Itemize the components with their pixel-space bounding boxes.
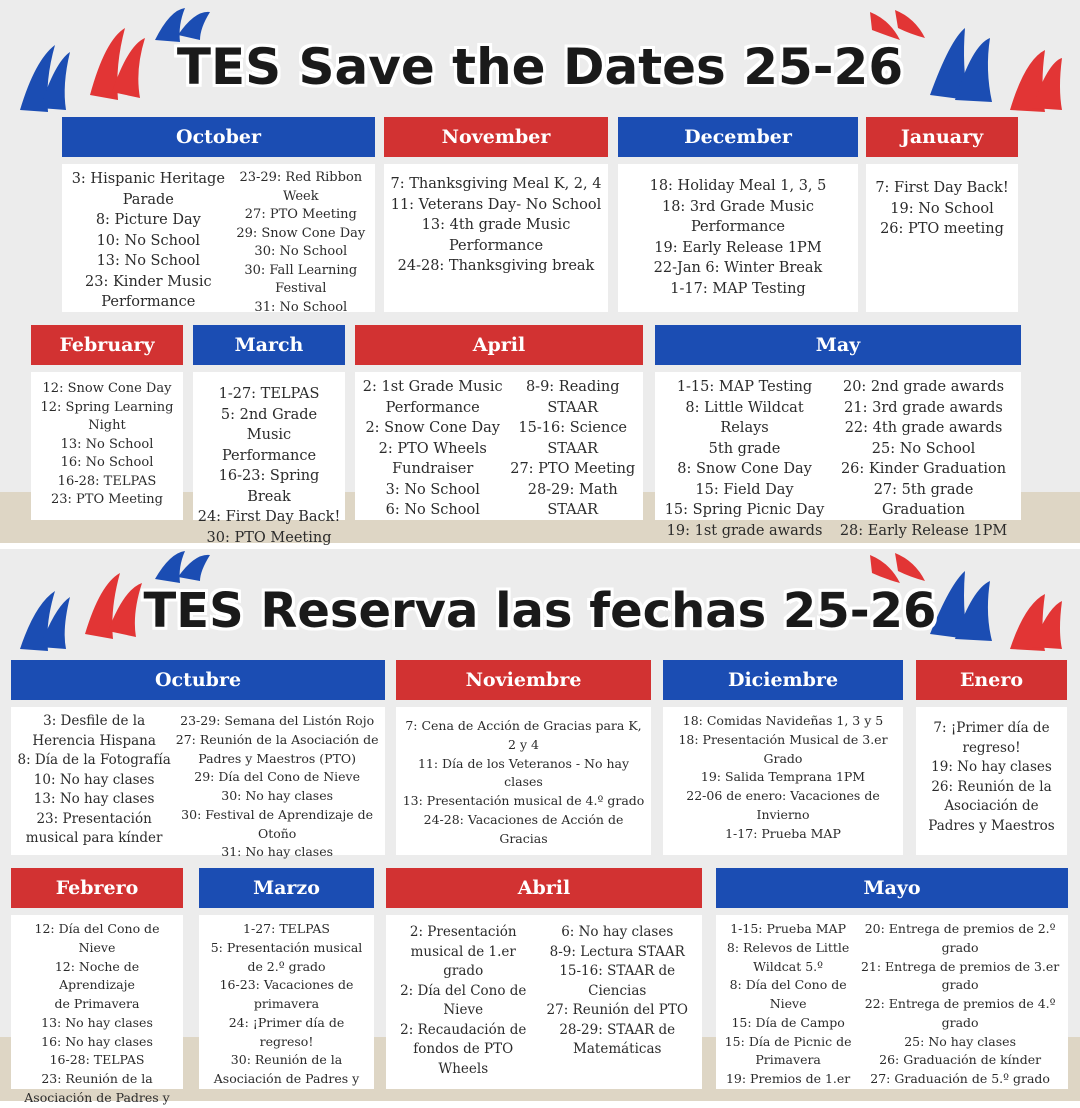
event-item: 8-9: Reading STAAR [525, 379, 620, 416]
event-item: 12: Día del Cono de Nieve [34, 921, 160, 955]
event-item: 12: Noche de Aprendizaje de Primavera [54, 958, 140, 1011]
event-item: 8: Día de la Fotografía [17, 752, 171, 769]
event-item: 12: Snow Cone Day [42, 381, 172, 396]
event-item: 26: PTO meeting [880, 221, 1004, 238]
event-item: 26: Kinder Graduation [840, 461, 1007, 478]
month-card-april [355, 372, 643, 520]
page-title: TES Reserva las fechas 25-26 [143, 583, 937, 639]
event-item: 23: Presentación musical para kínder [25, 810, 163, 847]
event-item: 30: No hay clases [221, 788, 334, 803]
month-card-december [618, 164, 858, 312]
tassel-icon [870, 553, 925, 583]
tassel-icon [155, 551, 210, 583]
event-list [15, 920, 179, 1108]
event-item: 15: Spring Picnic Day [664, 502, 825, 519]
event-item: 7: Thanksgiving Meal K, 2, 4 [390, 176, 602, 192]
event-list [928, 719, 1054, 836]
event-item: 27: PTO Meeting [244, 207, 357, 223]
event-item: 23-29: Red Ribbon Week [239, 170, 363, 204]
event-item: 10: No hay clases [33, 771, 155, 788]
event-list [659, 377, 830, 542]
month-header-may: May [655, 325, 1021, 365]
event-item: 29: Día del Cono de Nieve [194, 769, 360, 785]
event-item: 15-16: STAAR de Ciencias [559, 963, 676, 999]
event-item: 28-29: STAAR de Matemáticas [559, 1021, 676, 1058]
event-item: 8: Relevos de Little Wildcat 5.º [726, 939, 850, 974]
event-item: 21: Entrega de premios de 3.er grado [860, 958, 1060, 993]
event-item: 19: 1st grade awards [666, 523, 823, 540]
event-item: 1-15: Prueba MAP [730, 921, 846, 936]
event-item: 7: ¡Primer día de regreso! [933, 720, 1050, 756]
event-item: 8: Día del Cono de Nieve [729, 977, 847, 1011]
event-item: 24: First Day Back! [197, 509, 341, 526]
event-item: 16-23: Vacaciones de primavera [219, 977, 354, 1011]
month-header-febrero: Febrero [11, 868, 183, 908]
event-item: 26: Graduación de kínder [879, 1052, 1042, 1068]
event-item: 11: Día de los Veteranos - No hay clases [417, 755, 630, 790]
event-list [236, 169, 365, 318]
event-item: 2: 1st Grade Music Performance [362, 379, 503, 416]
event-item: 3: Desfile de la Herencia Hispana [32, 713, 156, 749]
event-item: 10: No School [96, 232, 201, 249]
event-list [403, 717, 645, 848]
event-item: 18: Presentación Musical de 3.er Grado [678, 731, 888, 766]
event-item: 8-9: Lectura STAAR [549, 943, 685, 960]
month-card-march [193, 372, 345, 547]
event-item: 6: No School [385, 502, 480, 519]
event-list [400, 923, 526, 1080]
event-item: 12: Spring Learning Night [40, 399, 174, 434]
event-item: 2: PTO Wheels Fundraiser [378, 440, 487, 478]
month-card-january [866, 164, 1018, 312]
event-list [650, 176, 827, 299]
event-item: 2: Día del Cono de Nieve [400, 982, 527, 1019]
event-item: 8: Picture Day [95, 212, 201, 229]
event-item: 18: Holiday Meal 1, 3, 5 [649, 178, 827, 194]
event-item: 13: 4th grade Music Performance [421, 217, 571, 254]
event-item: 23-29: Semana del Listón Rojo [180, 713, 375, 728]
month-header-octubre: Octubre [11, 660, 385, 700]
event-list [830, 377, 1017, 542]
event-item: 27: PTO Meeting [510, 461, 636, 478]
month-card-may [655, 372, 1021, 540]
event-list [72, 169, 225, 313]
event-item: 24: ¡Primer día de regreso! [228, 1014, 345, 1049]
month-header-diciembre: Diciembre [663, 660, 903, 700]
month-card-diciembre [663, 707, 903, 855]
event-item: 2: Recaudación de fondos de PTO Wheels [400, 1021, 527, 1077]
event-item: 25: No School [871, 440, 976, 457]
event-item: 1-27: TELPAS [218, 386, 320, 402]
event-item: 30: Reunión de la Asociación de Padres y [213, 1052, 360, 1086]
event-item: 11: Veterans Day- No School [390, 196, 602, 213]
event-item: 19: Salida Temprana 1PM [700, 769, 866, 785]
event-item: 21: 3rd grade awards [844, 399, 1003, 416]
event-item: 16: No School [60, 455, 154, 471]
event-item: 24-28: Vacaciones de Acción de Gracias [423, 811, 624, 846]
event-item: 28: Early Release 1PM [839, 523, 1008, 540]
event-item: 19: No hay clases [931, 759, 1052, 776]
month-card-october [62, 164, 375, 316]
event-item: 27: Reunión de la Asociación de Padres y Maestros (PTO) [175, 731, 379, 766]
month-header-enero: Enero [916, 660, 1067, 700]
event-item: 15: Día de Campo [731, 1014, 845, 1030]
event-list [861, 920, 1059, 1089]
tassel-icon [870, 10, 925, 40]
event-item: 30: No School [254, 244, 348, 260]
month-header-mayo: Mayo [716, 868, 1068, 908]
month-card-february [31, 372, 183, 520]
event-item: 8: Little Wildcat Relays 5th grade [685, 399, 804, 457]
event-item: 13: No School [96, 253, 201, 270]
event-item: 16-28: TELPAS [49, 1052, 145, 1068]
event-list [547, 923, 688, 1060]
event-item: 2: Presentación musical de 1.er grado [409, 924, 517, 980]
page-title: TES Save the Dates 25-26 [176, 38, 904, 96]
event-item: 2: Snow Cone Day [365, 420, 500, 437]
event-item: 16-23: Spring Break [218, 468, 320, 505]
event-list [363, 377, 503, 521]
event-list [725, 920, 852, 1089]
event-item: 23: Reunión de la Asociación de Padres y [24, 1071, 170, 1105]
month-header-abril: Abril [386, 868, 702, 908]
event-item: 29: Snow Cone Day [236, 225, 366, 241]
event-item: 31: No School [254, 300, 348, 316]
month-header-november: November [384, 117, 608, 157]
event-item: 6: No hay clases [561, 924, 674, 940]
event-item: 5: Presentación musical de 2.º grado [210, 939, 363, 974]
event-list [678, 712, 887, 843]
event-item: 22: 4th grade awards [844, 420, 1003, 437]
month-header-march: March [193, 325, 345, 365]
event-item: 30: Fall Learning Festival [244, 262, 358, 297]
event-item: 13: Presentación musical de 4.º grado [402, 793, 645, 808]
event-list [176, 712, 379, 862]
event-item: 15: Field Day [695, 481, 794, 498]
month-header-february: February [31, 325, 183, 365]
event-item: 15: Día de Picnic de Primavera [724, 1033, 852, 1068]
month-header-october: October [62, 117, 375, 157]
month-card-mayo [716, 915, 1068, 1089]
event-item: 24-28: Thanksgiving break [397, 258, 595, 275]
event-item: 22: Entrega de premios de 4.º grado [864, 996, 1056, 1030]
month-header-april: April [355, 325, 643, 365]
month-header-marzo: Marzo [199, 868, 374, 908]
event-item: 22-Jan 6: Winter Break [653, 260, 823, 277]
event-item: 27: Graduación de 5.º grado [870, 1071, 1050, 1086]
event-item: 27: 5th grade Graduation [873, 481, 974, 519]
event-item: 28-29: Math STAAR [527, 481, 618, 519]
event-list [17, 712, 170, 849]
event-item: 26: Reunión de la Asociación de Padres y Maestros [928, 778, 1055, 834]
event-item: 23: Kinder Music Performance [85, 273, 212, 311]
event-item: 18: 3rd Grade Music Performance [661, 198, 814, 236]
month-header-december: December [618, 117, 858, 157]
event-list [391, 174, 602, 277]
month-card-november [384, 164, 608, 312]
event-item: 5: 2nd Grade Music Performance [220, 406, 318, 464]
event-item: 7: First Day Back! [875, 180, 1009, 196]
month-card-octubre [11, 707, 385, 860]
month-card-enero [916, 707, 1067, 855]
event-item: 7: Cena de Acción de Gracias para K, 2 y 4 [405, 718, 642, 752]
event-list [211, 920, 363, 1089]
event-item: 20: 2nd grade awards [842, 379, 1005, 395]
event-item: 19: Early Release 1PM [654, 239, 822, 256]
month-card-marzo [199, 915, 374, 1089]
event-item: 3: Hispanic Heritage Parade [71, 171, 225, 208]
event-item: 1-15: MAP Testing [676, 379, 813, 395]
month-header-noviembre: Noviembre [396, 660, 651, 700]
event-item: 22-06 de enero: Vacaciones de Invierno [686, 788, 880, 822]
event-list [875, 178, 1008, 240]
english-flyer [0, 0, 1080, 547]
month-card-abril [386, 915, 702, 1089]
event-item: 18: Comidas Navideñas 1, 3 y 5 [682, 713, 884, 728]
month-card-febrero [11, 915, 183, 1105]
event-item: 25: No hay clases [904, 1033, 1016, 1049]
event-list [41, 380, 174, 510]
event-item: 31: No hay clases [221, 844, 334, 860]
event-item: 3: No School [385, 481, 480, 498]
spanish-flyer [0, 549, 1080, 1105]
event-item: 15-16: Science STAAR [518, 420, 628, 457]
event-item: 1-17: MAP Testing [670, 280, 806, 297]
event-item: 20: Entrega de premios de 2.º grado [864, 921, 1056, 955]
event-item: 16: No hay clases [41, 1033, 153, 1049]
event-item: 16-28: TELPAS [57, 473, 157, 489]
event-item: 13: No hay clases [41, 1014, 153, 1030]
event-item: 30: Festival de Aprendizaje de Otoño [181, 806, 374, 841]
event-item: 13: No hay clases [33, 791, 155, 808]
event-item: 27: Reunión del PTO [546, 1002, 688, 1019]
event-item: 19: No School [890, 200, 994, 217]
tassel-icon [155, 8, 210, 42]
event-item: 23: PTO Meeting [50, 492, 164, 508]
event-item: 30: PTO Meeting [206, 530, 332, 547]
event-item: 1-17: Prueba MAP [725, 825, 841, 841]
event-list [510, 377, 635, 521]
month-card-noviembre [396, 707, 651, 855]
month-header-january: January [866, 117, 1018, 157]
event-item: 13: No School [60, 436, 154, 452]
event-item: 1-27: TELPAS [243, 921, 330, 936]
event-item: 19: Premios de 1.er [725, 1071, 851, 1086]
event-list [197, 384, 341, 549]
event-item: 8: Snow Cone Day [677, 461, 812, 478]
